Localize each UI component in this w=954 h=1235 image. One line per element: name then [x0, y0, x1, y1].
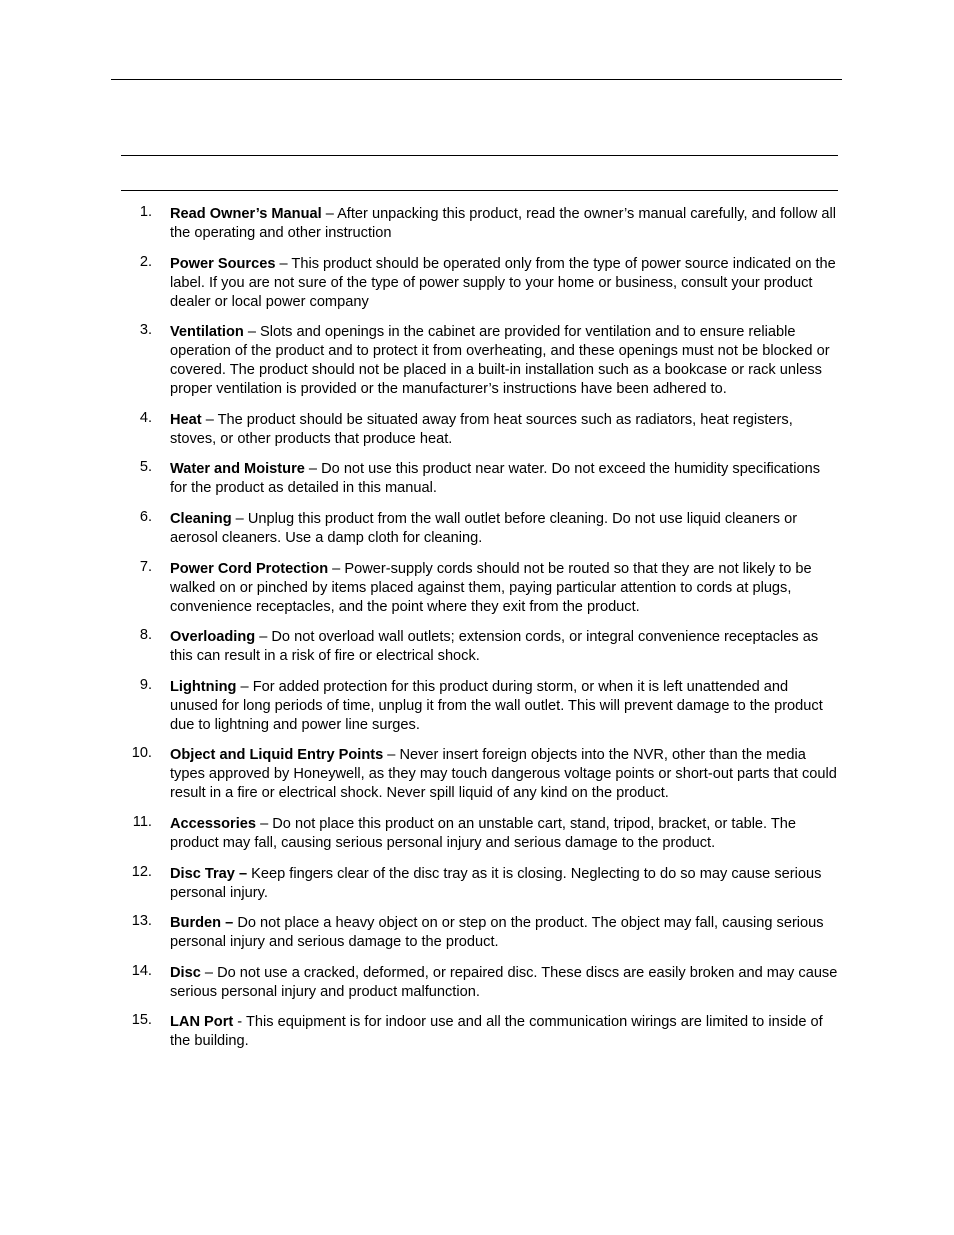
- item-number: 9.: [139, 676, 152, 693]
- list-item: [0, 1013, 954, 1051]
- list-item: [0, 323, 954, 399]
- list-item: [0, 411, 954, 449]
- item-text: Unplug this product from the wall outlet before cleaning. Do not use liquid cleaners or aerosol cleaners. Use a damp cloth for cleaning.: [170, 510, 798, 546]
- item-separator: –: [243, 324, 261, 341]
- item-number: 4.: [139, 409, 152, 426]
- item-text: Do not use this product near water. Do not exceed the humidity specifications for the product as detailed in this manual.: [170, 461, 821, 497]
- item-text: Do not place this product on an unstable cart, stand, tripod, bracket, or table. The product may fall, causing serious personal injury and serious damage to the product.: [170, 815, 797, 851]
- item-text: The product should be situated away from heat sources such as radiators, heat registers, stoves, or other products that produce heat.: [170, 411, 793, 447]
- item-text: Do not overload wall outlets; extension cords, or integral convenience receptacles as this can result in a risk of fire or electrical shock.: [170, 629, 819, 665]
- item-separator: –: [200, 964, 218, 981]
- list-item: [0, 914, 954, 952]
- item-separator: –: [236, 678, 253, 695]
- section-rule-bottom: [121, 190, 838, 191]
- header-rule: [111, 79, 842, 80]
- item-number: 14.: [131, 962, 152, 979]
- item-text: For added protection for this product during storm, or when it is left unattended and unused for long periods of time, unplug it from the wall outlet. This will prevent damage to the product due to lightning and power line surges.: [170, 678, 823, 733]
- item-text: This product should be operated only from the type of power source indicated on the label. If you are not sure of the type of power supply to your home or business, consult your product dealer or local power company: [170, 255, 836, 310]
- item-number: 1.: [139, 204, 152, 220]
- item-text: Keep fingers clear of the disc tray as it is closing. Neglecting to do so may cause serious personal injury.: [170, 865, 822, 901]
- item-separator: –: [231, 510, 248, 527]
- item-term: Disc: [170, 964, 201, 981]
- item-term: Burden –: [170, 915, 234, 932]
- item-separator: –: [275, 255, 292, 272]
- item-text: This equipment is for indoor use and all the communication wirings are limited to inside of the building.: [170, 1014, 823, 1050]
- list-item: [0, 205, 954, 243]
- item-number: 11.: [132, 813, 152, 830]
- item-separator: –: [255, 629, 272, 646]
- item-term: Read Owner’s Manual: [170, 206, 322, 222]
- item-number: 6.: [139, 508, 152, 525]
- list-item: [0, 815, 954, 853]
- item-term: Ventilation: [170, 324, 244, 341]
- item-term: Lightning: [170, 678, 237, 695]
- item-term: LAN Port: [170, 1014, 234, 1031]
- list-item: [0, 678, 954, 735]
- item-text: Slots and openings in the cabinet are provided for ventilation and to ensure reliable operation of the product and to protect it from overheating, and these openings must not be blocked or covered. The product should not be placed in a built-in installation such as a bookcase or rack unless proper ventilation is provided or the manufacturer’s instructions have been adhered to.: [170, 324, 830, 398]
- item-number: 8.: [139, 627, 152, 644]
- item-separator: –: [321, 206, 338, 222]
- item-term: Power Sources: [170, 255, 276, 272]
- item-term: Cleaning: [170, 510, 232, 527]
- list-item: [0, 460, 954, 498]
- section-rule-top: [121, 155, 838, 156]
- item-term: Object and Liquid Entry Points: [170, 747, 384, 764]
- list-item: [0, 746, 954, 803]
- item-number: 3.: [139, 322, 152, 339]
- list-item: [0, 510, 954, 548]
- list-item: [0, 560, 954, 617]
- list-item: [0, 255, 954, 312]
- item-text: Do not use a cracked, deformed, or repaired disc. These discs are easily broken and may cause serious personal injury and product malfunction.: [170, 964, 838, 1000]
- item-term: Accessories: [170, 815, 257, 832]
- safety-instructions-list: [0, 205, 954, 1063]
- item-term: Power Cord Protection: [170, 560, 329, 577]
- item-number: 15.: [131, 1012, 152, 1029]
- item-number: 13.: [131, 913, 152, 930]
- item-number: 5.: [139, 459, 152, 476]
- item-separator: –: [328, 560, 345, 577]
- item-term: Water and Moisture: [170, 461, 305, 478]
- list-item: [0, 628, 954, 666]
- item-term: Disc Tray –: [170, 865, 248, 882]
- item-text: Do not place a heavy object on or step on the product. The object may fall, causing serious personal injury and serious damage to the product.: [170, 915, 824, 951]
- item-separator: –: [201, 411, 218, 428]
- item-text: Never insert foreign objects into the NVR, other than the media types approved by Honeywell, as they may touch dangerous voltage points or short-out parts that could result in a fire or electrical shock. Never spill liquid of any kind on the product.: [170, 747, 837, 802]
- item-separator: –: [383, 747, 400, 764]
- item-text: Power-supply cords should not be routed so that they are not likely to be walked on or pinched by items placed against them, paying particular attention to cords at plugs, convenience receptacles, and the point where they exit from the product.: [170, 560, 812, 615]
- list-item: [0, 964, 954, 1002]
- list-item: [0, 865, 954, 903]
- item-number: 2.: [139, 253, 152, 270]
- item-number: 7.: [139, 558, 152, 575]
- item-term: Overloading: [170, 629, 256, 646]
- item-number: 12.: [131, 863, 152, 880]
- item-term: Heat: [170, 411, 202, 428]
- item-text: After unpacking this product, read the owner’s manual carefully, and follow all the operating and other instruction: [170, 206, 836, 241]
- item-separator: -: [233, 1014, 246, 1031]
- item-separator: –: [304, 461, 322, 478]
- item-separator: –: [256, 815, 273, 832]
- item-number: 10.: [131, 745, 152, 762]
